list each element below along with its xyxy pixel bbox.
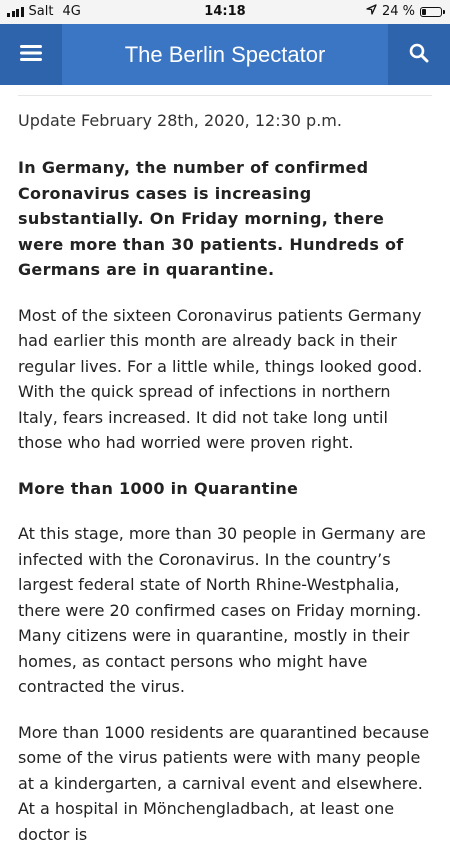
menu-button[interactable] <box>0 24 62 85</box>
battery-fill <box>422 9 426 15</box>
search-button[interactable] <box>388 24 450 85</box>
network-type: 4G <box>62 4 81 19</box>
status-right <box>366 4 442 19</box>
header-divider <box>18 95 432 96</box>
battery-percent: 24 % <box>381 4 415 19</box>
site-header <box>0 24 450 85</box>
article-paragraph: At this stage, more than 30 people in Germany are infected with the Coronavirus. In the country’s largest federal state of North Rhine-Westphalia, there were 20 confirmed cases on Friday morning. Many citizens were in quarantine, mostly in their homes, as contact persons who might have contracted the virus. <box>18 524 426 696</box>
hamburger-menu-icon <box>20 44 42 66</box>
status-time: 14:18 <box>204 4 246 19</box>
carrier-name: Salt <box>28 4 54 19</box>
article-body <box>18 109 430 867</box>
location-arrow-icon <box>366 4 377 19</box>
article-lead: In Germany, the number of confirmed Coronavirus cases is increasing substantially. On Friday morning, there were more than 30 patients. Hundreds of Germans are in quarantine. <box>18 158 404 279</box>
article-paragraph: Most of the sixteen Coronavirus patients Germany had earlier this month are already back in their regular lives. For a little while, things looked good. With the quick spread of infections in northern Italy, fears increased. It did not take long until those who had worried were proven right. <box>18 305 423 452</box>
search-icon <box>409 43 429 67</box>
site-title[interactable]: The Berlin Spectator <box>124 42 326 67</box>
update-timestamp: Update February 28th, 2020, 12:30 p.m. <box>18 111 342 130</box>
battery-icon <box>420 7 442 17</box>
article-paragraph: More than 1000 residents are quarantined because some of the virus patients were with many people at a kindergarten, a carnival event and elsewhere. At a hospital in Mönchengladbach, at least one doctor is <box>18 722 430 844</box>
status-bar <box>0 0 450 24</box>
article-subheading: More than 1000 in Quarantine <box>18 478 299 498</box>
